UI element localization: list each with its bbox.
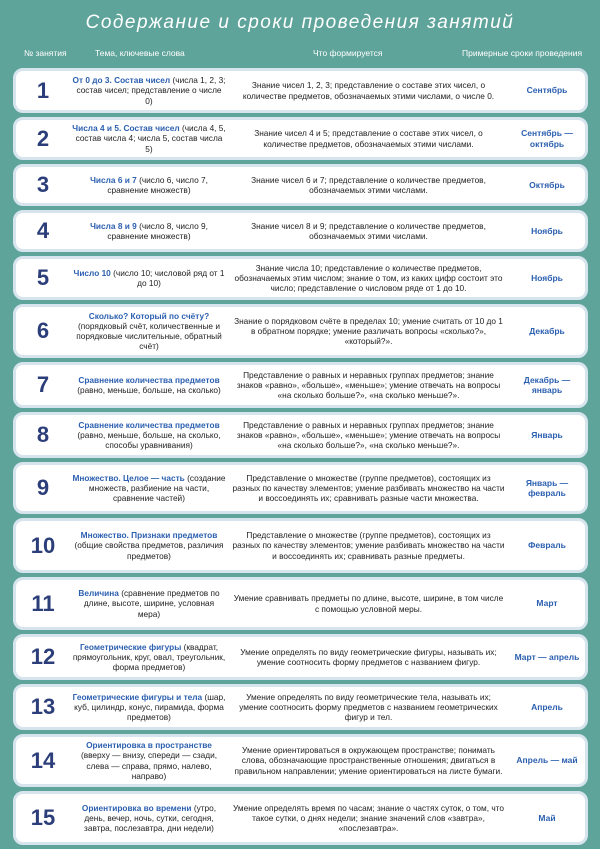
lesson-keywords: (число 6, число 7, сравнение множеств): [107, 174, 208, 195]
lesson-forms: Знание числа 10; представление о количестве предметов, обозначаемых этим числом; знание о том, из каких цифр состоит это число; представление о числовом ряде от 1 до 10.: [234, 262, 503, 294]
lesson-month: Март — апрель: [514, 651, 580, 662]
lesson-number: 12: [30, 644, 56, 669]
page-title: Содержание и сроки проведения занятий: [85, 12, 515, 33]
lesson-number: 11: [31, 590, 55, 616]
lesson-forms: Умение определять время по часам; знание о частях суток, о том, что такое сутки, о днях недели; знание значений слов «завтра», «послезавтра».: [233, 802, 504, 834]
lesson-row: [13, 164, 588, 206]
lesson-keywords: (число 10; числовой ряд от 1 до 10): [113, 267, 225, 288]
lesson-title: От 0 до 3. Состав чисел: [72, 75, 171, 86]
lesson-number: 6: [36, 318, 50, 343]
lesson-row: [13, 117, 588, 160]
header-topic: Тема, ключевые слова: [95, 48, 185, 58]
lesson-month: Январь — февраль: [525, 477, 569, 498]
lessons-table: [13, 68, 588, 849]
lesson-keywords: (общие свойства предметов, различия предметов): [74, 540, 224, 561]
lesson-month: Декабрь: [529, 325, 565, 336]
header-dates: Примерные сроки проведения: [462, 48, 583, 58]
lesson-title: Сравнение количества предметов: [78, 419, 220, 430]
lesson-forms: Представление о равных и неравных группах предметов; знание знаков «равно», «больше», «меньше»; умение отвечать на вопросы «на сколько больше?», «на сколько меньше?».: [236, 419, 501, 451]
lesson-row: [13, 304, 588, 358]
lesson-topic: [70, 740, 228, 781]
lesson-month: Апрель: [531, 701, 563, 712]
lesson-keywords: (создание множеств, разбиение на части, сравнение частей): [88, 472, 226, 504]
lesson-keywords: (число 8, число 9, сравнение множеств): [107, 220, 208, 241]
lesson-title: Геометрические фигуры: [79, 641, 182, 652]
lesson-forms: Умение определять по виду геометрические фигуры, называть их; умение соотносить форму предметов с названием фигур.: [240, 646, 497, 667]
lesson-number: 3: [36, 172, 50, 197]
lesson-forms: Знание чисел 4 и 5; представление о составе этих чисел, о количестве предметов, обозначаемых этими числами.: [254, 128, 483, 149]
lesson-month: Октябрь: [529, 179, 565, 190]
lesson-number: 2: [36, 125, 50, 151]
lesson-title: Геометрические фигуры и тела: [72, 691, 203, 702]
lesson-keywords: (сравнение предметов по длине, высоте, ширине, условная мера): [83, 588, 220, 619]
lesson-topic: [70, 588, 228, 619]
lesson-topic: [70, 473, 228, 504]
lesson-topic: [70, 221, 228, 241]
lesson-topic: [70, 75, 228, 106]
lesson-title: Множество. Признаки предметов: [80, 530, 218, 541]
lesson-topic: [70, 311, 228, 352]
lesson-month: Март: [536, 598, 558, 609]
header-forms: Что формируется: [313, 48, 383, 58]
lesson-keywords: (порядковый счёт, количественные и порядковые числительные, обратный счёт): [76, 320, 222, 352]
lesson-keywords: (равно, меньше, больше, на сколько): [77, 385, 221, 395]
lesson-topic: [70, 692, 228, 723]
lesson-row: [13, 734, 588, 787]
lesson-title: Величина: [78, 588, 119, 599]
lesson-keywords: (числа 4, 5, состав числа 4; числа 5, состав числа 5): [75, 123, 226, 154]
lesson-number: 7: [36, 372, 50, 397]
lesson-forms: Умение сравнивать предметы по длине, высоте, ширине, в том числе с помощью условной меры.: [233, 593, 504, 614]
lesson-topic: [70, 420, 228, 451]
lesson-keywords: (вверху — внизу, спереди — сзади, слева — справа, прямо, налево, направо): [80, 750, 218, 781]
lesson-topic: [70, 803, 228, 834]
lesson-month: Декабрь — январь: [523, 374, 571, 395]
lesson-forms: Представление о множестве (группе предметов), состоящих из разных по качеству элементов; умение разбивать множество на части и воссоединять их; сравнивать разные предметы.: [232, 530, 505, 561]
lesson-topic: [70, 175, 228, 195]
lesson-row: [13, 68, 588, 113]
lesson-keywords: (числа 1, 2, 3; состав чисел; представление о числе 0): [76, 75, 226, 106]
header-number: № занятия: [24, 48, 67, 58]
lesson-month: Сентябрь: [526, 85, 568, 96]
lesson-row: [13, 462, 588, 514]
lesson-month: Февраль: [528, 540, 566, 551]
lesson-topic: [70, 530, 228, 561]
lesson-number: 5: [36, 265, 50, 290]
lesson-keywords: (квадрат, прямоугольник, круг, овал, треугольник, форма предметов): [72, 641, 226, 673]
lesson-month: Май: [538, 812, 556, 823]
lesson-row: [13, 256, 588, 300]
lesson-title: Число 10: [73, 267, 111, 278]
lesson-title: Числа 4 и 5. Состав чисел: [72, 123, 180, 134]
lesson-forms: Знание о порядковом счёте в пределах 10; умение считать от 10 до 1 в обратном порядке; умение различать вопросы «сколько?», «который?».: [234, 315, 503, 347]
lesson-number: 14: [30, 747, 56, 773]
lesson-keywords: (равно, меньше, больше, на сколько, способы уравнивания): [77, 429, 221, 451]
lesson-topic: [70, 268, 228, 288]
table-header: [0, 48, 600, 64]
lesson-title: Числа 8 и 9: [90, 220, 137, 231]
lesson-month: Январь: [531, 429, 563, 440]
lesson-month: Апрель — май: [516, 755, 578, 766]
lesson-forms: Представление о множестве (группе предметов), состоящих из разных по качеству элементов; умение разбивать множество на части и воссоединять их; сравнивать разные части множества.: [232, 472, 505, 504]
lesson-row: [13, 577, 588, 630]
lesson-row: [13, 210, 588, 252]
lesson-number: 15: [30, 805, 56, 830]
lesson-forms: Представление о равных и неравных группах предметов; знание знаков «равно», «больше», «меньше»; умение отвечать на вопросы «на сколько больше?», «на сколько меньше?».: [236, 369, 501, 401]
lesson-forms: Умение определять по виду геометрические тела, называть их; умение соотносить форму предметов с названием геометрических фигур и тел.: [239, 691, 498, 723]
lesson-title: Ориентировка в пространстве: [86, 740, 212, 751]
lesson-row: [13, 518, 588, 573]
lesson-row: [13, 634, 588, 680]
lesson-row: [13, 362, 588, 408]
lesson-topic: [70, 375, 228, 395]
lesson-forms: Знание чисел 1, 2, 3; представление о составе этих чисел, о количестве предметов, обозначаемых этими числами, о числе 0.: [242, 80, 495, 101]
lesson-title: Числа 6 и 7: [90, 174, 137, 185]
lesson-number: 8: [36, 422, 50, 447]
lesson-month: Ноябрь: [531, 272, 563, 283]
lesson-number: 10: [30, 532, 56, 558]
lesson-topic: [70, 642, 228, 673]
lesson-number: 1: [36, 77, 50, 103]
lesson-keywords: (шар, куб, цилиндр, конус, пирамида, форма предметов): [74, 691, 226, 723]
lesson-forms: Умение ориентироваться в окружающем пространстве; понимать слова, обозначающие пространственные отношения; двигаться в правильном направлении; умение ориентироваться на листе бумаги.: [234, 745, 503, 776]
lesson-keywords: (утро, день, вечер, ночь, сутки, сегодня, завтра, послезавтра, дни недели): [84, 802, 217, 834]
lesson-month: Сентябрь — октябрь: [521, 128, 573, 149]
lesson-number: 9: [36, 475, 50, 500]
lesson-title: Сравнение количества предметов: [78, 374, 220, 385]
lesson-title: Ориентировка во времени: [81, 802, 192, 813]
lesson-forms: Знание чисел 8 и 9; представление о количестве предметов, обозначаемых этими числами.: [251, 220, 486, 241]
lesson-topic: [70, 123, 228, 154]
lesson-title: Множество. Целое — часть: [72, 472, 185, 483]
lesson-forms: Знание чисел 6 и 7; представление о количестве предметов, обозначаемых этими числами.: [251, 174, 486, 195]
lesson-number: 13: [30, 694, 56, 719]
lesson-month: Ноябрь: [531, 225, 563, 236]
lesson-row: [13, 791, 588, 845]
lesson-row: [13, 412, 588, 458]
lesson-row: [13, 684, 588, 730]
lesson-number: 4: [36, 218, 50, 243]
lesson-title: Сколько? Который по счёту?: [88, 310, 210, 321]
